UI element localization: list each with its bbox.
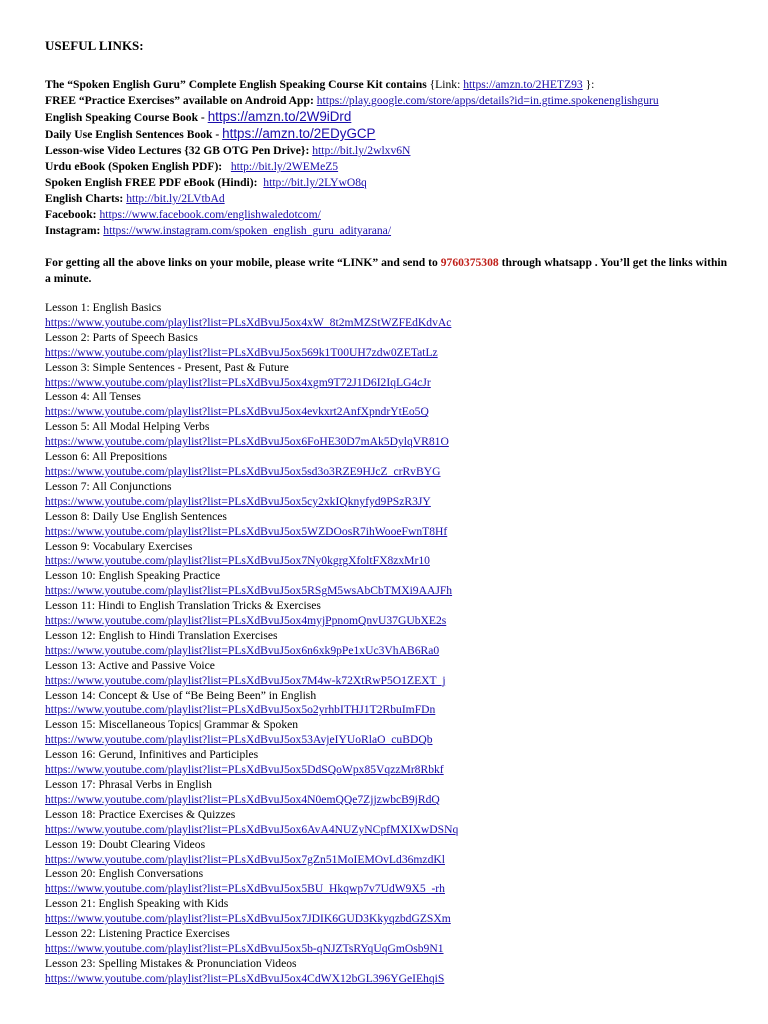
lesson-playlist-link[interactable]: https://www.youtube.com/playlist?list=PLsXdBvuJ5ox4xW_8t2mMZStWZFEdKdvAc bbox=[45, 315, 452, 329]
link-separator: - bbox=[198, 111, 208, 124]
lesson-title: Lesson 19: Doubt Clearing Videos bbox=[45, 837, 206, 851]
lesson-playlist-link[interactable]: https://www.youtube.com/playlist?list=PLsXdBvuJ5ox4myjPpnomQnvU37GUbXE2s bbox=[45, 614, 447, 628]
lesson-title: Lesson 1: English Basics bbox=[45, 301, 162, 314]
link-url[interactable]: http://bit.ly/2LYwO8q bbox=[263, 176, 367, 189]
whatsapp-note bbox=[45, 255, 735, 287]
link-url[interactable]: https://www.facebook.com/englishwaledotcom/ bbox=[99, 208, 321, 221]
kit-link[interactable]: https://amzn.to/2HETZ93 bbox=[463, 78, 583, 91]
link-label: Spoken English FREE PDF eBook (Hindi): bbox=[45, 176, 258, 189]
lesson-title: Lesson 10: English Speaking Practice bbox=[45, 569, 221, 583]
lesson-item bbox=[45, 510, 735, 540]
lesson-title: Lesson 21: English Speaking with Kids bbox=[45, 897, 229, 911]
link-row bbox=[45, 109, 735, 126]
link-row bbox=[45, 223, 735, 239]
lesson-playlist-link[interactable]: https://www.youtube.com/playlist?list=PLsXdBvuJ5ox7gZn51MoIEMOvLd36mzdKl bbox=[45, 852, 445, 866]
lesson-item bbox=[45, 480, 735, 510]
lesson-playlist-link[interactable]: https://www.youtube.com/playlist?list=PLsXdBvuJ5ox7JDIK6GUD3KkyqzbdGZSXm bbox=[45, 912, 451, 926]
lesson-title: Lesson 18: Practice Exercises & Quizzes bbox=[45, 807, 236, 821]
lesson-item bbox=[45, 748, 735, 778]
link-row bbox=[45, 191, 735, 207]
lesson-item bbox=[45, 390, 735, 420]
link-separator: : bbox=[96, 224, 104, 237]
lesson-title: Lesson 15: Miscellaneous Topics| Grammar & Spoken bbox=[45, 718, 299, 732]
lesson-playlist-link[interactable]: https://www.youtube.com/playlist?list=PLsXdBvuJ5ox5WZDOosR7ihWooeFwnT8Hf bbox=[45, 524, 448, 538]
link-separator: : bbox=[92, 208, 100, 221]
lesson-title: Lesson 9: Vocabulary Exercises bbox=[45, 539, 193, 553]
kit-link-close: }: bbox=[582, 78, 595, 91]
note-text-after: through whatsapp . You’ll get the links within a minute. bbox=[45, 256, 728, 285]
lesson-title: Lesson 22: Listening Practice Exercises bbox=[45, 927, 230, 941]
lesson-title: Lesson 17: Phrasal Verbs in English bbox=[45, 778, 212, 791]
link-url[interactable]: https://www.instagram.com/spoken_english_guru_adityarana/ bbox=[103, 224, 392, 237]
kit-line bbox=[45, 77, 735, 93]
kit-link-open: {Link: bbox=[426, 78, 464, 91]
lesson-playlist-link[interactable]: https://www.youtube.com/playlist?list=PLsXdBvuJ5ox4CdWX12bGL396YGeIEhqiS bbox=[45, 971, 445, 985]
link-row bbox=[45, 207, 735, 223]
lesson-playlist-link[interactable]: https://www.youtube.com/playlist?list=PLsXdBvuJ5ox7Ny0kgrgXfoltFX8zxMr10 bbox=[45, 554, 430, 568]
link-label: Daily Use English Sentences Book bbox=[45, 128, 213, 141]
lesson-playlist-link[interactable]: https://www.youtube.com/playlist?list=PLsXdBvuJ5ox6FoHE30D7mAk5DylqVR81O bbox=[45, 435, 449, 449]
lesson-item bbox=[45, 361, 735, 391]
lesson-title: Lesson 12: English to Hindi Translation Exercises bbox=[45, 628, 278, 642]
lesson-title: Lesson 4: All Tenses bbox=[45, 390, 141, 404]
lesson-playlist-link[interactable]: https://www.youtube.com/playlist?list=PLsXdBvuJ5ox5b-qNJZTsRYqUqGmOsb9N1 bbox=[45, 941, 444, 955]
link-row bbox=[45, 126, 735, 143]
link-row bbox=[45, 175, 735, 191]
lesson-title: Lesson 8: Daily Use English Sentences bbox=[45, 509, 227, 523]
lesson-title: Lesson 16: Gerund, Infinitives and Participles bbox=[45, 748, 259, 762]
lesson-title: Lesson 5: All Modal Helping Verbs bbox=[45, 420, 210, 434]
link-label: Instagram bbox=[45, 224, 97, 237]
link-url[interactable]: http://bit.ly/2LVtbAd bbox=[126, 192, 225, 205]
lesson-playlist-link[interactable]: https://www.youtube.com/playlist?list=PLsXdBvuJ5ox5BU_Hkqwp7v7UdW9X5_-rh bbox=[45, 882, 445, 896]
lesson-playlist-link[interactable]: https://www.youtube.com/playlist?list=PLsXdBvuJ5ox4evkxrt2AnfXpndrYtEo5Q bbox=[45, 405, 429, 419]
lesson-title: Lesson 23: Spelling Mistakes & Pronunciation Videos bbox=[45, 956, 297, 970]
lesson-playlist-link[interactable]: https://www.youtube.com/playlist?list=PLsXdBvuJ5ox5sd3o3RZE9HJcZ_crRvBYG bbox=[45, 464, 441, 478]
lesson-item bbox=[45, 808, 735, 838]
lesson-item bbox=[45, 420, 735, 450]
link-url[interactable]: http://bit.ly/2wlxv6N bbox=[312, 144, 411, 157]
lesson-playlist-link[interactable]: https://www.youtube.com/playlist?list=PLsXdBvuJ5ox4xgm9T72J1D6I2IqLG4cJr bbox=[45, 375, 431, 389]
lesson-playlist-link[interactable]: https://www.youtube.com/playlist?list=PLsXdBvuJ5ox6n6xk9pPe1xUc3VhAB6Ra0 bbox=[45, 643, 440, 657]
link-url[interactable]: http://bit.ly/2WEMeZ5 bbox=[230, 160, 339, 173]
lesson-item bbox=[45, 659, 735, 689]
lesson-item bbox=[45, 629, 735, 659]
lesson-title: Lesson 11: Hindi to English Translation Tricks & Exercises bbox=[45, 599, 321, 613]
lesson-list bbox=[45, 301, 735, 987]
link-separator: : bbox=[305, 144, 313, 157]
lesson-item bbox=[45, 540, 735, 570]
lesson-title: Lesson 20: English Conversations bbox=[45, 867, 204, 881]
lesson-playlist-link[interactable]: https://www.youtube.com/playlist?list=PLsXdBvuJ5ox5cy2xkIQknyfyd9PSzR3JY bbox=[45, 494, 431, 508]
lesson-playlist-link[interactable]: https://www.youtube.com/playlist?list=PLsXdBvuJ5ox6AvA4NUZyNCpfMXIXwDSNq bbox=[45, 822, 459, 836]
link-label: English Charts bbox=[45, 192, 120, 205]
link-label: Facebook bbox=[45, 208, 93, 221]
lesson-title: Lesson 2: Parts of Speech Basics bbox=[45, 330, 198, 344]
document-page bbox=[45, 38, 735, 987]
useful-links-section bbox=[45, 77, 735, 239]
lesson-item bbox=[45, 569, 735, 599]
lesson-playlist-link[interactable]: https://www.youtube.com/playlist?list=PLsXdBvuJ5ox5DdSQoWpx85VqzzMr8Rbkf bbox=[45, 763, 444, 777]
lesson-title: Lesson 3: Simple Sentences - Present, Past & Future bbox=[45, 360, 289, 374]
link-row bbox=[45, 159, 735, 175]
link-separator: - bbox=[212, 128, 223, 141]
lesson-playlist-link[interactable]: https://www.youtube.com/playlist?list=PLsXdBvuJ5ox5o2yrhbITHJ1T2RbuImFDn bbox=[45, 703, 436, 717]
lesson-playlist-link[interactable]: https://www.youtube.com/playlist?list=PLsXdBvuJ5ox569k1T00UH7zdw0ZETatLz bbox=[45, 345, 438, 359]
lesson-playlist-link[interactable]: https://www.youtube.com/playlist?list=PLsXdBvuJ5ox5RSgM5wsAbCbTMXi9AAJFh bbox=[45, 584, 453, 598]
link-separator: : bbox=[119, 192, 127, 205]
lesson-item bbox=[45, 897, 735, 927]
link-separator: : bbox=[309, 94, 317, 107]
lesson-playlist-link[interactable]: https://www.youtube.com/playlist?list=PLsXdBvuJ5ox4N0emQQe7ZjjzwbcB9jRdQ bbox=[45, 792, 440, 806]
lesson-item bbox=[45, 331, 735, 361]
link-label: Urdu eBook (Spoken English PDF): bbox=[45, 160, 223, 173]
lesson-title: Lesson 14: Concept & Use of “Be Being Been” in English bbox=[45, 688, 317, 702]
lesson-item bbox=[45, 867, 735, 897]
lesson-item bbox=[45, 927, 735, 957]
lesson-item bbox=[45, 957, 735, 987]
lesson-item bbox=[45, 450, 735, 480]
link-label: English Speaking Course Book bbox=[45, 111, 199, 124]
phone-number: 9760375308 bbox=[440, 256, 499, 269]
link-list bbox=[45, 93, 735, 239]
lesson-title: Lesson 13: Active and Passive Voice bbox=[45, 658, 215, 672]
kit-label: The “Spoken English Guru” Complete English Speaking Course Kit contains bbox=[45, 78, 427, 91]
lesson-item bbox=[45, 718, 735, 748]
lesson-item bbox=[45, 599, 735, 629]
note-text-before: For getting all the above links on your mobile, please write “LINK” and send to bbox=[45, 256, 441, 269]
lesson-item bbox=[45, 838, 735, 868]
link-separator bbox=[222, 160, 231, 173]
link-label: FREE “Practice Exercises” available on Android App bbox=[45, 94, 310, 107]
lesson-playlist-link[interactable]: https://www.youtube.com/playlist?list=PLsXdBvuJ5ox7M4w-k72XtRwP5O1ZEXT_j bbox=[45, 673, 446, 687]
link-url[interactable]: https://amzn.to/2W9iDrd bbox=[207, 109, 352, 124]
lesson-title: Lesson 6: All Prepositions bbox=[45, 450, 168, 464]
link-label: Lesson-wise Video Lectures {32 GB OTG Pen Drive} bbox=[45, 144, 306, 157]
lesson-item bbox=[45, 301, 735, 331]
lesson-item bbox=[45, 689, 735, 719]
link-row bbox=[45, 143, 735, 159]
page-heading: USEFUL LINKS: bbox=[45, 38, 144, 53]
lesson-playlist-link[interactable]: https://www.youtube.com/playlist?list=PLsXdBvuJ5ox53AvjeIYUoRlaO_cuBDQb bbox=[45, 733, 433, 747]
link-url[interactable]: https://amzn.to/2EDyGCP bbox=[222, 126, 376, 141]
lesson-title: Lesson 7: All Conjunctions bbox=[45, 479, 172, 493]
link-row bbox=[45, 93, 735, 109]
link-url[interactable]: https://play.google.com/store/apps/details?id=in.gtime.spokenenglishguru bbox=[316, 94, 659, 107]
lesson-item bbox=[45, 778, 735, 808]
